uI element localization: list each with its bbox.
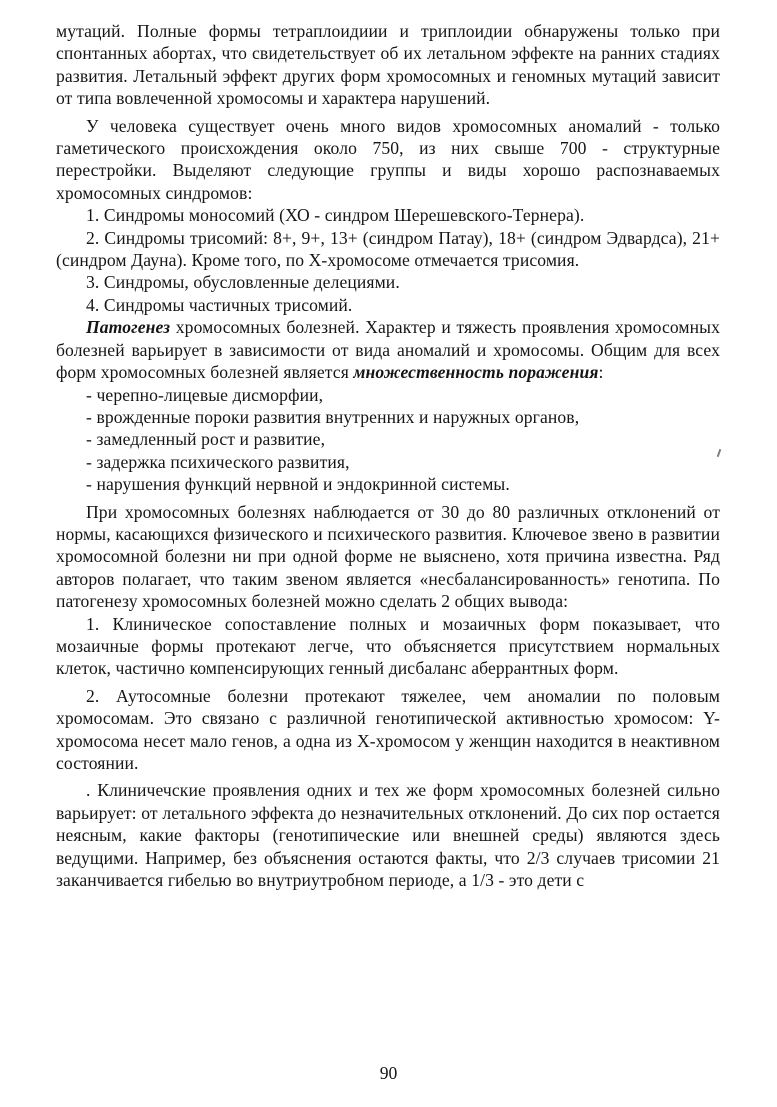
dash-item-4: - задержка психического развития, <box>86 451 350 472</box>
dash-item-3: - замедленный рост и развитие, <box>86 429 326 450</box>
paragraph-6: 2. Аутосомные болезни протекают тяжелее, чем аномалии по половым хромосомам. Это связано с различной генотипической активностью хромосом: Y-хромосома несет мало генов, а одна из X-хромосом у женщин находится в неактивном состоянии. <box>56 685 720 773</box>
list-item-1: 1. Синдромы моносомий (ХО - синдром Шерешевского-Тернера). <box>86 205 585 226</box>
page-text <box>56 20 720 891</box>
pathogenesis-end: : <box>598 362 604 383</box>
paragraph-1: мутаций. Полные формы тетраплоидиии и триплоидии обнаружены только при спонтанных абортах, что свидетельствует об их летальном эффекте на ранних стадиях развития. Летальный эффект других форм хромосомных и геномных мутаций зависит от типа вовлеченной хромосомы и характера нарушений. <box>56 21 720 109</box>
paragraph-pathogenesis <box>56 316 720 383</box>
paragraph-2: У человека существует очень много видов хромосомных аномалий - только гаметического происхождения около 750, из них свыше 700 - структурные перестройки. Выделяют следующие группы и виды хорошо распознаваемых хромосомных синдромов: <box>56 115 720 203</box>
list-item-2: 2. Синдромы трисомий: 8+, 9+, 13+ (синдром Патау), 18+ (синдром Эдвардса), 21+ (синдром Дауна). Кроме того, по X-хромосоме отмечается трисомия. <box>56 227 720 271</box>
paragraph-7: . Клиничечские проявления одних и тех же форм хромосомных болезней сильно варьирует: от летального эффекта до незначительных отклонений. До сих пор остается неясным, какие факторы (генотипические или внешней среды) являются здесь ведущими. Например, без объяснения остаются факты, что 2/3 случаев трисомии 21 заканчивается гибелью во внутриутробном периоде, а 1/3 - это дети с <box>56 780 720 891</box>
dash-item-2: - врожденные пороки развития внутренних и наружных органов, <box>86 406 580 427</box>
term-multiplicity: множественность поражения <box>353 362 599 383</box>
list-item-3: 3. Синдромы, обусловленные делециями. <box>86 272 400 293</box>
dash-item-5: - нарушения функций нервной и эндокринной системы. <box>86 474 510 495</box>
paragraph-4: При хромосомных болезнях наблюдается от 30 до 80 различных отклонений от нормы, касающихся физического и психического развития. Ключевое звено в развитии хромосомной болезни ни при одной форме не выяснено, хотя причина известна. Ряд авторов полагает, что таким звеном является «несбалансированность» генотипа. По патогенезу хромосомных болезней можно сделать 2 общих вывода: <box>56 501 720 612</box>
page-number: 90 <box>379 1063 398 1083</box>
dash-item-1: - черепно-лицевые дисморфии, <box>86 384 324 405</box>
pathogenesis-text: хромосомных болезней. Характер и тяжесть проявления хромосомных болезней варьирует в зависимости от вида аномалий и хромосомы. Общим для всех форм хромосомных болезней является <box>56 317 720 383</box>
paragraph-5: 1. Клиническое сопоставление полных и мозаичных форм показывает, что мозаичные формы протекают легче, что объясняется присутствием нормальных клеток, частично компенсирующих генный дисбаланс аберрантных форм. <box>56 613 720 679</box>
term-pathogenesis: Патогенез <box>86 317 171 338</box>
list-item-4: 4. Синдромы частичных трисомий. <box>86 294 353 315</box>
